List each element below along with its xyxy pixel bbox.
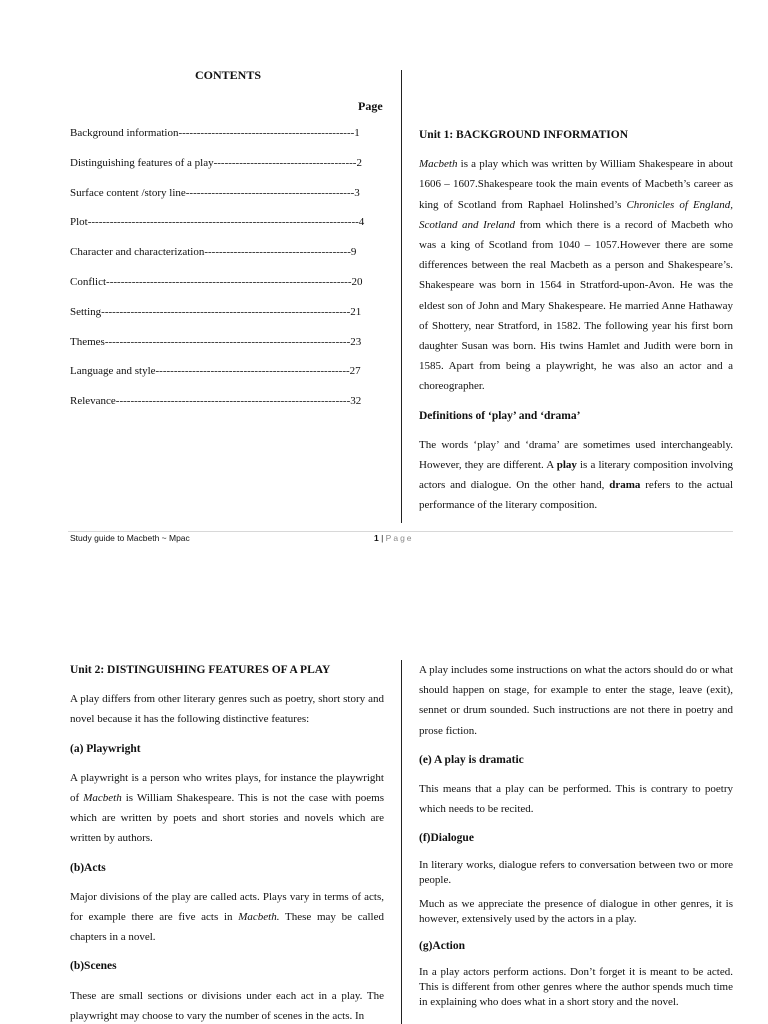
playwright-heading: (a) Playwright [70, 742, 141, 755]
unit2-left-column [70, 660, 384, 1024]
dramatic-paragraph: This means that a play can be performed. This is contrary to poetry which needs to be recited. [419, 783, 733, 816]
scenes-paragraph: These are small sections or divisions under each act in a play. The playwright may choose to vary the number of scenes in the acts. In [70, 989, 384, 1022]
toc-title: CONTENTS [195, 68, 262, 82]
dramatic-heading: (e) A play is dramatic [419, 753, 524, 766]
column-divider [401, 70, 402, 523]
toc-page-heading: Page [358, 99, 383, 113]
table-of-contents [70, 127, 382, 425]
document-page-2 [0, 640, 768, 1024]
book-title: Chronicles of England, Scotland and Ireland [419, 198, 733, 231]
toc-entry[interactable]: Character and characterization----------------------------------------9 [70, 246, 357, 259]
scenes-heading: (b)Scenes [70, 960, 117, 973]
action-paragraph: In a play actors perform actions. Don’t forget it is meant to be acted. This is different from other genres where the author spends much time in explaining who does what in a short story and the novel. [419, 965, 733, 1008]
toc-entry[interactable]: Distinguishing features of a play---------------------------------------2 [70, 156, 362, 169]
page-number: 1 | Page [374, 533, 414, 543]
definitions-paragraph: The words ‘play’ and ‘drama’ are sometimes used interchangeably. However, they are different. A play is a literary composition involving actors and dialogue. On the other hand, drama refers to the actual performance of the literary composition. [419, 438, 734, 512]
stage-directions-paragraph: A play includes some instructions on what the actors should do or what should happen on stage, for example to enter the stage, leave (exit), sennet or drum sounded. Such instructions are not there in poetry and prose fiction. [419, 664, 733, 737]
footer-rule [68, 531, 733, 532]
dialogue-paragraph: In literary works, dialogue refers to conversation between two or more people. [419, 858, 733, 886]
action-heading: (g)Action [419, 939, 465, 952]
footer-title: Study guide to Macbeth ~ Mpac [70, 533, 190, 543]
toc-entry[interactable]: Language and style-----------------------------------------------------27 [70, 365, 361, 378]
unit2-right-column [419, 660, 733, 1010]
acts-heading: (b)Acts [70, 861, 106, 874]
toc-entry[interactable]: Setting--------------------------------------------------------------------21 [70, 305, 362, 318]
column-divider [401, 660, 402, 1024]
toc-entry[interactable]: Surface content /story line----------------------------------------------3 [70, 186, 360, 199]
acts-paragraph: Major divisions of the play are called acts. Plays vary in terms of acts, for example there are five acts in Macbeth. These may be called chapters in a novel. [70, 890, 384, 944]
unit1-paragraph: Macbeth is a play which was written by William Shakespeare in about 1606 – 1607.Shakespeare took the main events of Macbeth’s career as king of Scotland from Raphael Holinshed’s Chronicles of England, Scotland and Ireland from which there is a record of Macbeth who was a king of Scotland from 1040 – 1057.However there are some differences between the real Macbeth as a person and Shakespeare’s. Shakespeare was born in 1564 in Stratford-upon-Avon. He was the eldest son of John and Mary Shakespeare. He married Anne Hathaway of Shottery, near Stratford, in 1582. The following year his first born daughter Susan was born. His twins Hamlet and Judith were born in 1585. Apart from being a playwright, he was also an actor and a choreographer. [419, 158, 734, 393]
unit1-column [419, 125, 733, 516]
dialogue-heading: (f)Dialogue [419, 832, 474, 845]
toc-entry[interactable]: Plot--------------------------------------------------------------------------4 [70, 216, 365, 229]
unit1-heading: Unit 1: BACKGROUND INFORMATION [419, 129, 629, 141]
play-title: Macbeth [419, 158, 458, 171]
dialogue-paragraph-2: Much as we appreciate the presence of dialogue in other genres, it is however, extensively used by the actors in a play. [419, 897, 733, 925]
toc-entry[interactable]: Relevance----------------------------------------------------------------32 [70, 395, 362, 408]
toc-entry[interactable]: Conflict-------------------------------------------------------------------20 [70, 275, 363, 288]
unit2-intro: A play differs from other literary genres such as poetry, short story and novel because it has the following distinctive features: [70, 693, 384, 726]
toc-entry[interactable]: Background information------------------------------------------------1 [70, 127, 360, 139]
unit2-heading: Unit 2: DISTINGUISHING FEATURES OF A PLAY [70, 664, 331, 676]
definitions-heading: Definitions of ‘play’ and ‘drama’ [419, 409, 581, 422]
playwright-paragraph: A playwright is a person who writes plays, for instance the playwright of Macbeth is William Shakespeare. This is not the case with poems which are written by poets and short stories and novels which are written by authors. [70, 771, 385, 845]
toc-entry[interactable]: Themes-------------------------------------------------------------------23 [70, 335, 362, 348]
